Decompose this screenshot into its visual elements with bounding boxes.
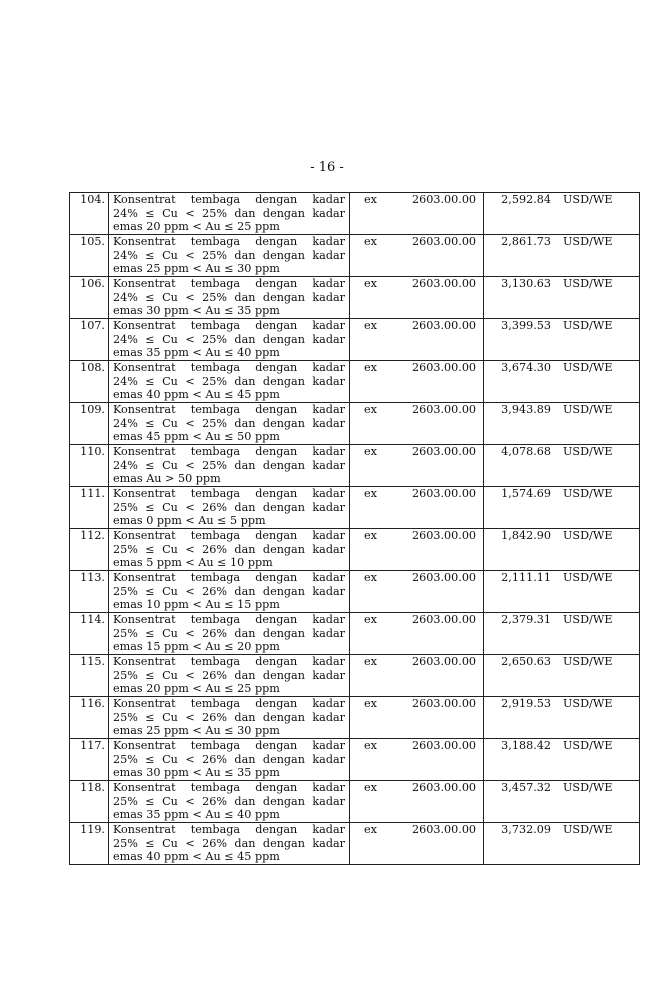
description-line-3: emas Au > 50 ppm	[113, 472, 221, 486]
hs-code: 2603.00.00	[412, 487, 477, 500]
hs-code: 2603.00.00	[412, 361, 477, 374]
description-line-2: 24% ≤ Cu < 25% dan dengan kadar	[113, 248, 345, 262]
price-unit: USD/WE	[563, 277, 613, 290]
description-cell	[109, 403, 350, 445]
hs-code-cell	[350, 361, 484, 403]
description-cell	[109, 655, 350, 697]
hs-code: 2603.00.00	[412, 235, 477, 248]
description-line-3: emas 45 ppm < Au ≤ 50 ppm	[113, 430, 280, 444]
price-cell	[484, 319, 640, 361]
price-unit: USD/WE	[563, 655, 613, 668]
hs-code: 2603.00.00	[412, 403, 477, 416]
description-line-1: Konsentrat tembaga dengan kadar	[113, 529, 345, 542]
price-value: 2,861.73	[501, 235, 551, 248]
price-unit: USD/WE	[563, 571, 613, 584]
price-cell	[484, 445, 640, 487]
ex-marker: ex	[364, 193, 377, 206]
price-unit: USD/WE	[563, 403, 613, 416]
price-unit: USD/WE	[563, 193, 613, 206]
description-line-1: Konsentrat tembaga dengan kadar	[113, 571, 345, 584]
description-cell	[109, 319, 350, 361]
table-row	[70, 781, 640, 823]
price-value: 2,919.53	[501, 697, 551, 710]
hs-code-cell	[350, 739, 484, 781]
description-line-3: emas 30 ppm < Au ≤ 35 ppm	[113, 766, 280, 780]
description-line-2: 25% ≤ Cu < 26% dan dengan kadar	[113, 794, 345, 808]
description-line-2: 25% ≤ Cu < 26% dan dengan kadar	[113, 752, 345, 766]
description-line-3: emas 25 ppm < Au ≤ 30 ppm	[113, 724, 280, 738]
ex-marker: ex	[364, 739, 377, 752]
row-number: 118.	[70, 781, 109, 823]
description-line-1: Konsentrat tembaga dengan kadar	[113, 613, 345, 626]
ex-marker: ex	[364, 781, 377, 794]
hs-code: 2603.00.00	[412, 655, 477, 668]
description-line-3: emas 20 ppm < Au ≤ 25 ppm	[113, 220, 280, 234]
row-number: 106.	[70, 277, 109, 319]
row-number: 107.	[70, 319, 109, 361]
description-line-3: emas 5 ppm < Au ≤ 10 ppm	[113, 556, 273, 570]
hs-code-cell	[350, 781, 484, 823]
description-line-3: emas 40 ppm < Au ≤ 45 ppm	[113, 850, 280, 864]
row-number: 115.	[70, 655, 109, 697]
table-row	[70, 319, 640, 361]
page-number: - 16 -	[310, 160, 344, 175]
description-line-2: 25% ≤ Cu < 26% dan dengan kadar	[113, 668, 345, 682]
description-line-1: Konsentrat tembaga dengan kadar	[113, 445, 345, 458]
description-cell	[109, 781, 350, 823]
price-cell	[484, 193, 640, 235]
description-line-1: Konsentrat tembaga dengan kadar	[113, 739, 345, 752]
description-line-1: Konsentrat tembaga dengan kadar	[113, 823, 345, 836]
table-row	[70, 445, 640, 487]
ex-marker: ex	[364, 235, 377, 248]
price-value: 1,842.90	[501, 529, 551, 542]
row-number: 113.	[70, 571, 109, 613]
description-line-1: Konsentrat tembaga dengan kadar	[113, 403, 345, 416]
price-value: 3,943.89	[501, 403, 551, 416]
ex-marker: ex	[364, 571, 377, 584]
description-line-2: 25% ≤ Cu < 26% dan dengan kadar	[113, 836, 345, 850]
ex-marker: ex	[364, 697, 377, 710]
price-value: 3,130.63	[501, 277, 551, 290]
hs-code-cell	[350, 823, 484, 865]
price-cell	[484, 487, 640, 529]
description-line-3: emas 10 ppm < Au ≤ 15 ppm	[113, 598, 280, 612]
ex-marker: ex	[364, 487, 377, 500]
description-line-2: 24% ≤ Cu < 25% dan dengan kadar	[113, 416, 345, 430]
table-row	[70, 277, 640, 319]
price-cell	[484, 655, 640, 697]
price-cell	[484, 529, 640, 571]
table-row	[70, 739, 640, 781]
price-unit: USD/WE	[563, 529, 613, 542]
description-line-3: emas 35 ppm < Au ≤ 40 ppm	[113, 808, 280, 822]
description-line-1: Konsentrat tembaga dengan kadar	[113, 361, 345, 374]
table-row	[70, 571, 640, 613]
price-table-body	[70, 193, 640, 865]
description-cell	[109, 487, 350, 529]
price-cell	[484, 823, 640, 865]
table-row	[70, 529, 640, 571]
hs-code-cell	[350, 319, 484, 361]
hs-code-cell	[350, 571, 484, 613]
price-unit: USD/WE	[563, 781, 613, 794]
hs-code-cell	[350, 655, 484, 697]
price-value: 2,379.31	[501, 613, 551, 626]
ex-marker: ex	[364, 319, 377, 332]
price-unit: USD/WE	[563, 319, 613, 332]
hs-code: 2603.00.00	[412, 445, 477, 458]
row-number: 119.	[70, 823, 109, 865]
price-unit: USD/WE	[563, 487, 613, 500]
description-line-2: 24% ≤ Cu < 25% dan dengan kadar	[113, 206, 345, 220]
price-value: 1,574.69	[501, 487, 551, 500]
description-cell	[109, 613, 350, 655]
description-line-3: emas 25 ppm < Au ≤ 30 ppm	[113, 262, 280, 276]
description-line-3: emas 15 ppm < Au ≤ 20 ppm	[113, 640, 280, 654]
description-cell	[109, 361, 350, 403]
hs-code-cell	[350, 193, 484, 235]
ex-marker: ex	[364, 823, 377, 836]
price-cell	[484, 781, 640, 823]
hs-code-cell	[350, 613, 484, 655]
price-unit: USD/WE	[563, 235, 613, 248]
price-unit: USD/WE	[563, 361, 613, 374]
description-line-2: 25% ≤ Cu < 26% dan dengan kadar	[113, 710, 345, 724]
description-line-3: emas 30 ppm < Au ≤ 35 ppm	[113, 304, 280, 318]
description-cell	[109, 529, 350, 571]
table-row	[70, 613, 640, 655]
price-value: 3,457.32	[501, 781, 551, 794]
description-line-2: 24% ≤ Cu < 25% dan dengan kadar	[113, 332, 345, 346]
table-row	[70, 823, 640, 865]
row-number: 112.	[70, 529, 109, 571]
price-unit: USD/WE	[563, 697, 613, 710]
row-number: 110.	[70, 445, 109, 487]
price-value: 2,650.63	[501, 655, 551, 668]
hs-code: 2603.00.00	[412, 739, 477, 752]
table-row	[70, 403, 640, 445]
description-line-3: emas 40 ppm < Au ≤ 45 ppm	[113, 388, 280, 402]
description-cell	[109, 277, 350, 319]
description-line-1: Konsentrat tembaga dengan kadar	[113, 655, 345, 668]
table-row	[70, 235, 640, 277]
price-value: 3,399.53	[501, 319, 551, 332]
table-row	[70, 361, 640, 403]
price-value: 2,592.84	[501, 193, 551, 206]
description-line-3: emas 0 ppm < Au ≤ 5 ppm	[113, 514, 266, 528]
description-line-1: Konsentrat tembaga dengan kadar	[113, 319, 345, 332]
price-value: 3,674.30	[501, 361, 551, 374]
description-line-2: 24% ≤ Cu < 25% dan dengan kadar	[113, 374, 345, 388]
description-line-2: 25% ≤ Cu < 26% dan dengan kadar	[113, 626, 345, 640]
table-row	[70, 487, 640, 529]
price-cell	[484, 613, 640, 655]
hs-code-cell	[350, 403, 484, 445]
price-cell	[484, 235, 640, 277]
price-unit: USD/WE	[563, 445, 613, 458]
ex-marker: ex	[364, 529, 377, 542]
ex-marker: ex	[364, 655, 377, 668]
price-value: 3,188.42	[501, 739, 551, 752]
price-value: 4,078.68	[501, 445, 551, 458]
hs-code: 2603.00.00	[412, 697, 477, 710]
description-cell	[109, 235, 350, 277]
description-cell	[109, 445, 350, 487]
price-cell	[484, 697, 640, 739]
row-number: 104.	[70, 193, 109, 235]
price-unit: USD/WE	[563, 739, 613, 752]
description-line-1: Konsentrat tembaga dengan kadar	[113, 235, 345, 248]
table-row	[70, 193, 640, 235]
hs-code: 2603.00.00	[412, 613, 477, 626]
description-cell	[109, 823, 350, 865]
description-line-2: 25% ≤ Cu < 26% dan dengan kadar	[113, 584, 345, 598]
price-cell	[484, 571, 640, 613]
description-line-2: 25% ≤ Cu < 26% dan dengan kadar	[113, 500, 345, 514]
hs-code: 2603.00.00	[412, 571, 477, 584]
description-line-3: emas 20 ppm < Au ≤ 25 ppm	[113, 682, 280, 696]
description-line-2: 25% ≤ Cu < 26% dan dengan kadar	[113, 542, 345, 556]
ex-marker: ex	[364, 403, 377, 416]
table-row	[70, 655, 640, 697]
description-cell	[109, 739, 350, 781]
price-cell	[484, 361, 640, 403]
description-line-1: Konsentrat tembaga dengan kadar	[113, 487, 345, 500]
description-line-3: emas 35 ppm < Au ≤ 40 ppm	[113, 346, 280, 360]
hs-code-cell	[350, 235, 484, 277]
ex-marker: ex	[364, 613, 377, 626]
row-number: 109.	[70, 403, 109, 445]
price-cell	[484, 739, 640, 781]
hs-code: 2603.00.00	[412, 193, 477, 206]
ex-marker: ex	[364, 361, 377, 374]
ex-marker: ex	[364, 445, 377, 458]
hs-code: 2603.00.00	[412, 781, 477, 794]
description-cell	[109, 697, 350, 739]
price-cell	[484, 403, 640, 445]
table-row	[70, 697, 640, 739]
price-unit: USD/WE	[563, 613, 613, 626]
description-line-1: Konsentrat tembaga dengan kadar	[113, 193, 345, 206]
hs-code-cell	[350, 697, 484, 739]
hs-code-cell	[350, 277, 484, 319]
description-line-1: Konsentrat tembaga dengan kadar	[113, 781, 345, 794]
description-cell	[109, 193, 350, 235]
price-unit: USD/WE	[563, 823, 613, 836]
price-value: 2,111.11	[501, 571, 551, 584]
hs-code-cell	[350, 445, 484, 487]
row-number: 114.	[70, 613, 109, 655]
price-table	[69, 192, 640, 865]
description-line-2: 24% ≤ Cu < 25% dan dengan kadar	[113, 290, 345, 304]
hs-code: 2603.00.00	[412, 529, 477, 542]
hs-code-cell	[350, 529, 484, 571]
row-number: 117.	[70, 739, 109, 781]
row-number: 111.	[70, 487, 109, 529]
hs-code: 2603.00.00	[412, 823, 477, 836]
row-number: 108.	[70, 361, 109, 403]
description-line-2: 24% ≤ Cu < 25% dan dengan kadar	[113, 458, 345, 472]
description-line-1: Konsentrat tembaga dengan kadar	[113, 277, 345, 290]
description-line-1: Konsentrat tembaga dengan kadar	[113, 697, 345, 710]
row-number: 116.	[70, 697, 109, 739]
hs-code-cell	[350, 487, 484, 529]
price-value: 3,732.09	[501, 823, 551, 836]
ex-marker: ex	[364, 277, 377, 290]
description-cell	[109, 571, 350, 613]
hs-code: 2603.00.00	[412, 277, 477, 290]
price-cell	[484, 277, 640, 319]
hs-code: 2603.00.00	[412, 319, 477, 332]
row-number: 105.	[70, 235, 109, 277]
